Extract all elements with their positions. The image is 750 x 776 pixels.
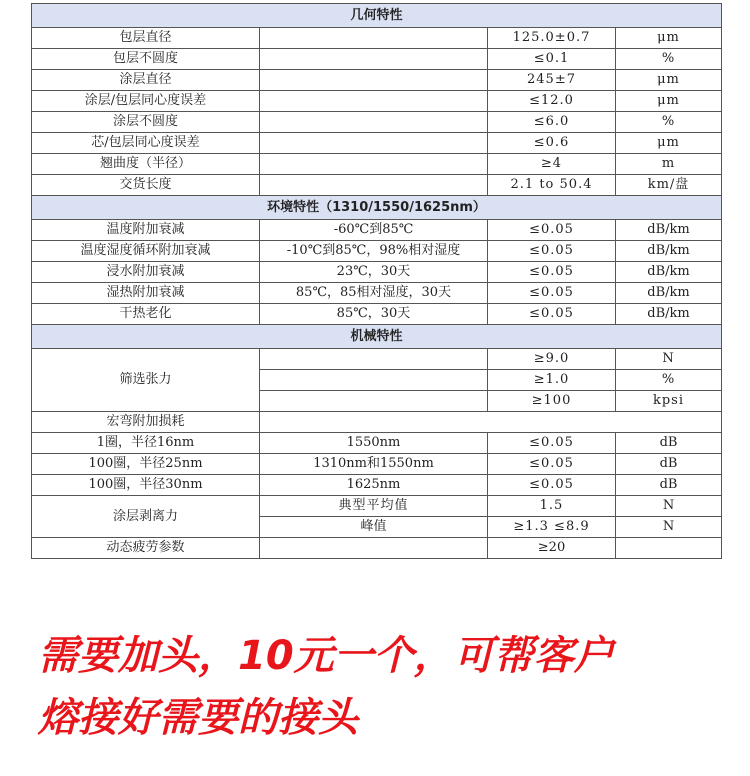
condition-cell	[260, 70, 488, 91]
unit-cell: N	[616, 496, 722, 517]
condition-cell	[260, 91, 488, 112]
table-row	[32, 538, 722, 559]
param-cell: 100圈，半径30nm	[32, 475, 260, 496]
value-cell: ≤0.05	[488, 262, 616, 283]
section-title: 环境特性（1310/1550/1625nm）	[32, 196, 722, 220]
param-cell: 翘曲度（半径）	[32, 154, 260, 175]
param-cell: 涂层直径	[32, 70, 260, 91]
unit-cell: dB	[616, 433, 722, 454]
value-cell: ≤12.0	[488, 91, 616, 112]
unit-cell: dB	[616, 454, 722, 475]
condition-cell	[260, 538, 488, 559]
table-row	[32, 433, 722, 454]
section-header-environment	[32, 196, 722, 220]
value-cell: ≤0.05	[488, 454, 616, 475]
unit-cell: %	[616, 49, 722, 70]
param-cell: 干热老化	[32, 304, 260, 325]
param-cell: 温度湿度循环附加衰减	[32, 241, 260, 262]
condition-cell	[260, 349, 488, 370]
value-cell: 245±7	[488, 70, 616, 91]
param-cell: 包层直径	[32, 28, 260, 49]
table-row	[32, 49, 722, 70]
table-row	[32, 496, 722, 517]
value-cell: ≤0.05	[488, 283, 616, 304]
param-cell: 浸水附加衰减	[32, 262, 260, 283]
table-row	[32, 154, 722, 175]
value-cell: ≤0.05	[488, 433, 616, 454]
table-row	[32, 454, 722, 475]
unit-cell: μm	[616, 91, 722, 112]
value-cell: ≤0.1	[488, 49, 616, 70]
table-row	[32, 262, 722, 283]
param-cell: 动态疲劳参数	[32, 538, 260, 559]
condition-cell: 典型平均值	[260, 496, 488, 517]
unit-cell: dB/km	[616, 220, 722, 241]
section-title: 几何特性	[32, 4, 722, 28]
value-cell: ≤0.05	[488, 220, 616, 241]
param-cell: 湿热附加衰减	[32, 283, 260, 304]
unit-cell	[616, 538, 722, 559]
table-row	[32, 241, 722, 262]
unit-cell: dB/km	[616, 304, 722, 325]
table-row	[32, 175, 722, 196]
value-cell: ≤6.0	[488, 112, 616, 133]
condition-cell	[260, 370, 488, 391]
condition-cell	[260, 28, 488, 49]
value-cell: ≥1.0	[488, 370, 616, 391]
condition-cell	[260, 112, 488, 133]
condition-cell: 1625nm	[260, 475, 488, 496]
table-row	[32, 28, 722, 49]
param-cell: 100圈，半径25nm	[32, 454, 260, 475]
section-title: 机械特性	[32, 325, 722, 349]
value-cell: 1.5	[488, 496, 616, 517]
table-row	[32, 304, 722, 325]
value-cell: ≥9.0	[488, 349, 616, 370]
param-cell: 包层不圆度	[32, 49, 260, 70]
section-header-geometry	[32, 4, 722, 28]
condition-cell: 1310nm和1550nm	[260, 454, 488, 475]
table-row	[32, 349, 722, 370]
table-row	[32, 283, 722, 304]
table-row	[32, 475, 722, 496]
value-cell: ≤0.05	[488, 304, 616, 325]
value-cell: 125.0±0.7	[488, 28, 616, 49]
param-cell: 芯/包层同心度误差	[32, 133, 260, 154]
condition-cell: 1550nm	[260, 433, 488, 454]
unit-cell: km/盘	[616, 175, 722, 196]
table-row	[32, 112, 722, 133]
unit-cell: N	[616, 349, 722, 370]
unit-cell: μm	[616, 133, 722, 154]
condition-cell: 85℃，85相对湿度，30天	[260, 283, 488, 304]
unit-cell: dB	[616, 475, 722, 496]
value-cell: ≤0.05	[488, 475, 616, 496]
unit-cell: μm	[616, 70, 722, 91]
value-cell: ≤0.05	[488, 241, 616, 262]
unit-cell: μm	[616, 28, 722, 49]
condition-cell: 23℃，30天	[260, 262, 488, 283]
condition-cell	[260, 391, 488, 412]
table-row	[32, 412, 722, 433]
unit-cell: N	[616, 517, 722, 538]
condition-cell: -10℃到85℃，98%相对湿度	[260, 241, 488, 262]
table-row	[32, 91, 722, 112]
table-row	[32, 220, 722, 241]
promo-note-line-2: 熔接好需要的接头	[38, 695, 358, 741]
condition-cell	[260, 175, 488, 196]
value-cell: ≤0.6	[488, 133, 616, 154]
condition-cell: 峰值	[260, 517, 488, 538]
table-row	[32, 70, 722, 91]
param-cell: 温度附加衰减	[32, 220, 260, 241]
promo-note-line-1: 需要加头，10元一个，可帮客户	[38, 633, 614, 679]
condition-cell	[260, 133, 488, 154]
param-cell: 交货长度	[32, 175, 260, 196]
condition-cell: -60℃到85℃	[260, 220, 488, 241]
unit-cell: %	[616, 370, 722, 391]
unit-cell: %	[616, 112, 722, 133]
value-cell: 2.1 to 50.4	[488, 175, 616, 196]
value-cell: ≥20	[488, 538, 616, 559]
param-cell: 1圈，半径16nm	[32, 433, 260, 454]
unit-cell: dB/km	[616, 241, 722, 262]
unit-cell: dB/km	[616, 283, 722, 304]
param-cell: 涂层/包层同心度误差	[32, 91, 260, 112]
unit-cell: dB/km	[616, 262, 722, 283]
condition-cell: 85℃，30天	[260, 304, 488, 325]
table-row	[32, 133, 722, 154]
param-cell: 涂层剥离力	[32, 496, 260, 538]
param-cell: 筛选张力	[32, 349, 260, 412]
spec-table	[31, 3, 722, 559]
condition-cell	[260, 154, 488, 175]
unit-cell: kpsi	[616, 391, 722, 412]
value-cell: ≥4	[488, 154, 616, 175]
condition-cell	[260, 49, 488, 70]
section-header-mechanical	[32, 325, 722, 349]
empty-cell	[260, 412, 722, 433]
unit-cell: m	[616, 154, 722, 175]
value-cell: ≥100	[488, 391, 616, 412]
value-cell: ≥1.3 ≤8.9	[488, 517, 616, 538]
param-cell: 宏弯附加损耗	[32, 412, 260, 433]
param-cell: 涂层不圆度	[32, 112, 260, 133]
